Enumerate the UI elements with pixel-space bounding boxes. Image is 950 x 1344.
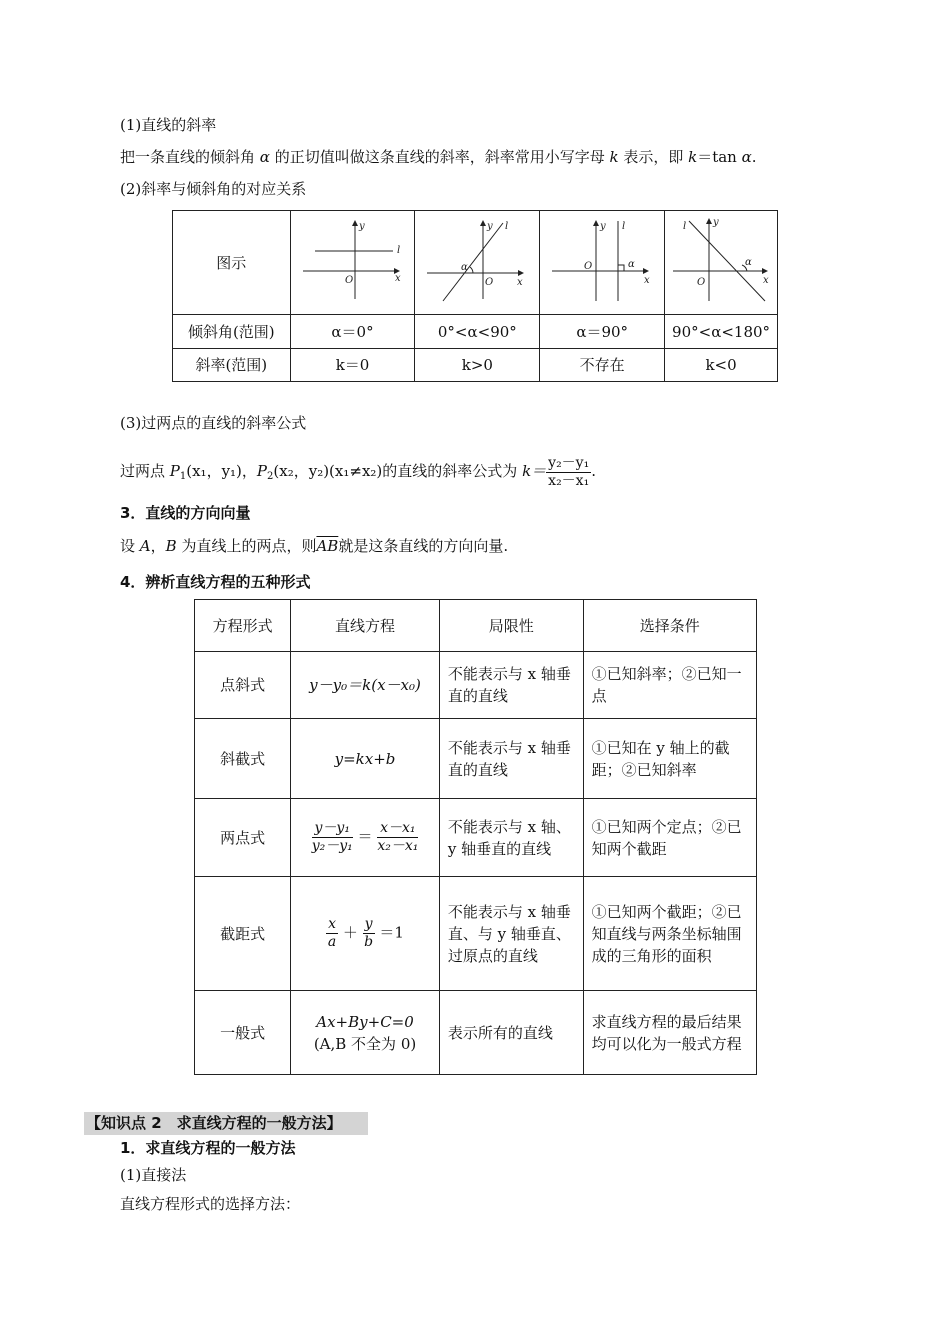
form-limitation: 不能表示与 x 轴垂直的直线 — [439, 652, 583, 719]
angle-cell: 90°<α<180° — [665, 315, 778, 349]
svg-text:α: α — [628, 258, 635, 270]
header-limitation: 局限性 — [439, 600, 583, 652]
row-label-diagram: 图示 — [173, 211, 291, 315]
svg-text:x: x — [644, 274, 650, 286]
method-heading: 1．求直线方程的一般方法 — [120, 1139, 296, 1157]
two-point-heading: (3)过两点的直线的斜率公式 — [120, 414, 307, 432]
slope-cell: k>0 — [415, 349, 540, 382]
svg-text:y: y — [487, 220, 493, 232]
graph-vertical — [540, 211, 665, 315]
form-name: 截距式 — [195, 877, 291, 991]
form-name: 点斜式 — [195, 652, 291, 719]
forms-heading: 4．辨析直线方程的五种形式 — [120, 573, 311, 591]
direction-heading: 3．直线的方向向量 — [120, 504, 251, 522]
slope-definition: 把一条直线的倾斜角 α 的正切值叫做这条直线的斜率，斜率常用小写字母 k 表示，即 k＝tan α. — [120, 148, 757, 166]
svg-text:y: y — [600, 220, 606, 232]
slope-angle-table — [172, 210, 778, 382]
form-equation: Ax+By+C=0 (A,B 不全为 0) — [291, 991, 440, 1075]
svg-text:x: x — [517, 276, 523, 288]
form-limitation: 表示所有的直线 — [439, 991, 583, 1075]
knowledge-point-2-label: 【知识点 2 求直线方程的一般方法】 — [84, 1112, 368, 1135]
svg-text:l: l — [622, 220, 626, 232]
form-limitation: 不能表示与 x 轴垂直、与 y 轴垂直、过原点的直线 — [439, 877, 583, 991]
svg-text:x: x — [394, 272, 401, 284]
slope-cell: 不存在 — [540, 349, 665, 382]
form-limitation: 不能表示与 x 轴、y 轴垂直的直线 — [439, 799, 583, 877]
direction-text: 设 A，B 为直线上的两点，则$\overline{AB}$就是这条直线的方向向量. — [120, 537, 509, 555]
vector-ab: $\overline{AB}$ — [316, 537, 339, 555]
svg-text:l: l — [396, 244, 400, 256]
slope-cell: k＝0 — [290, 349, 415, 382]
form-condition: ①已知两个定点；②已知两个截距 — [583, 799, 756, 877]
svg-text:y: y — [358, 220, 365, 232]
header-condition: 选择条件 — [583, 600, 756, 652]
form-name: 斜截式 — [195, 719, 291, 799]
svg-text:l: l — [505, 220, 509, 232]
relation-heading: (2)斜率与倾斜角的对应关系 — [120, 180, 307, 198]
form-name: 一般式 — [195, 991, 291, 1075]
angle-cell: α＝90° — [540, 315, 665, 349]
form-condition: 求直线方程的最后结果均可以化为一般式方程 — [583, 991, 756, 1075]
form-equation: y－y₀＝k(x－x₀) — [291, 652, 440, 719]
form-condition: ①已知斜率；②已知一点 — [583, 652, 756, 719]
angle-cell: α＝0° — [290, 315, 415, 349]
form-equation: $\frac{x}{a}$ ＋ $\frac{y}{b}$ ＝1 — [291, 877, 440, 991]
header-equation: 直线方程 — [291, 600, 440, 652]
svg-text:α: α — [461, 261, 469, 273]
row-label-angle: 倾斜角(范围) — [173, 315, 291, 349]
slope-heading: (1)直线的斜率 — [120, 116, 217, 134]
form-condition: ①已知在 y 轴上的截距；②已知斜率 — [583, 719, 756, 799]
graph-acute — [415, 211, 540, 315]
svg-text:x: x — [763, 274, 769, 286]
form-selection-text: 直线方程形式的选择方法： — [120, 1195, 301, 1213]
svg-text:O: O — [344, 274, 353, 286]
line-forms-table — [194, 599, 757, 1075]
graph-obtuse — [665, 211, 778, 315]
form-equation: y=kx+b — [291, 719, 440, 799]
angle-cell: 0°<α<90° — [415, 315, 540, 349]
graph-horizontal — [290, 211, 415, 315]
svg-text:l: l — [683, 220, 687, 232]
svg-text:O: O — [485, 276, 494, 288]
two-point-formula: 过两点 $P_1(x_1$，y₁)，$P_2(x_2$，y₂)(x₁≠x₂)的直线的斜率公式为 k＝ $\frac{\text{y₂－y₁}}{\text{x₂－x₁}}$ . — [120, 454, 596, 489]
form-limitation: 不能表示与 x 轴垂直的直线 — [439, 719, 583, 799]
svg-text:α: α — [745, 256, 752, 268]
row-label-slope: 斜率(范围) — [173, 349, 291, 382]
direct-method: (1)直接法 — [120, 1166, 187, 1184]
form-name: 两点式 — [195, 799, 291, 877]
svg-text:y: y — [713, 216, 719, 228]
slope-cell: k<0 — [665, 349, 778, 382]
svg-text:O: O — [584, 260, 593, 272]
form-condition: ①已知两个截距；②已知直线与两条坐标轴围成的三角形的面积 — [583, 877, 756, 991]
form-equation: $\frac{\text{y－y₁}}{\text{y₂－y₁}}$ ＝ $\frac{\text{x－x₁}}{\text{x₂－x₁}}$ — [291, 799, 440, 877]
svg-text:O: O — [697, 276, 706, 288]
header-form: 方程形式 — [195, 600, 291, 652]
